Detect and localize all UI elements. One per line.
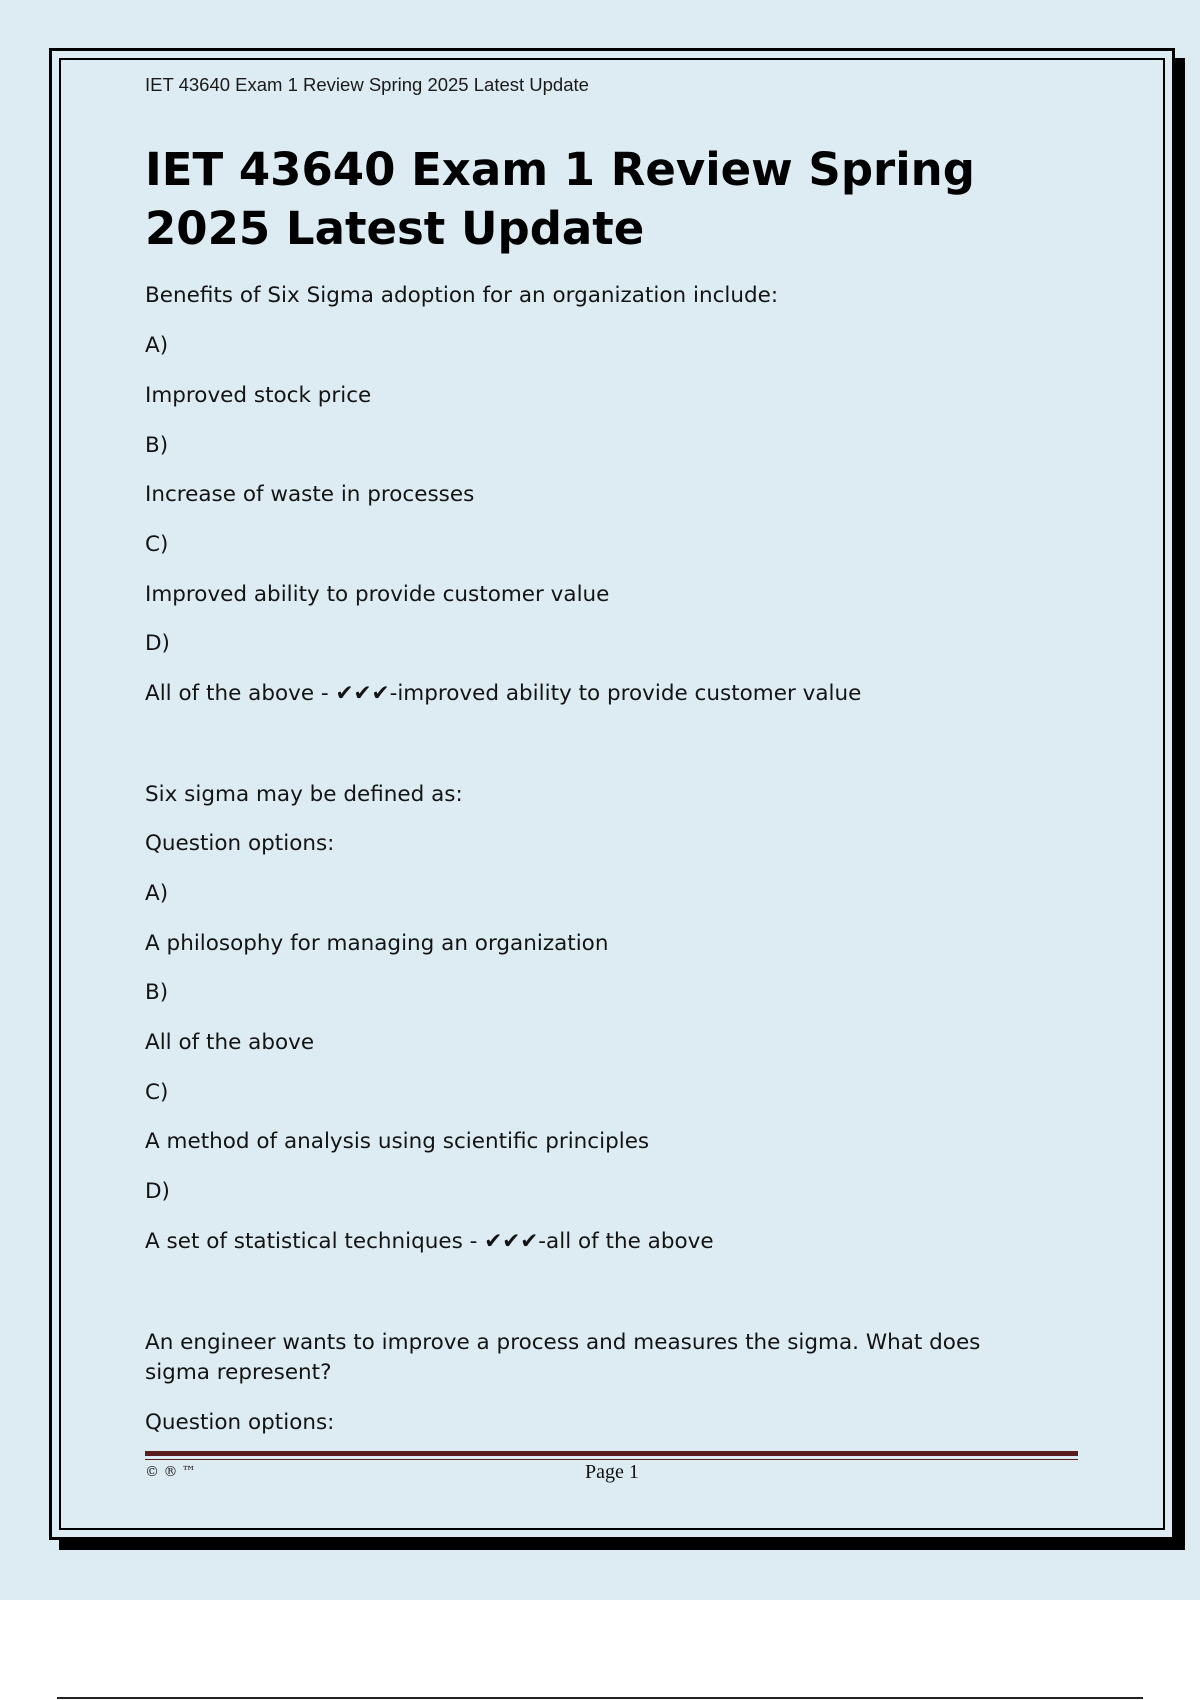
question-1-prompt: Benefits of Six Sigma adoption for an organization include: xyxy=(145,283,779,308)
footer-rule-thin xyxy=(145,1459,1078,1460)
question-3-options-label: Question options: xyxy=(145,1410,335,1435)
question-1-option-d-letter: D) xyxy=(145,631,170,656)
question-2-option-d-answer: A set of statistical techniques - ✔✔✔-all of the above xyxy=(145,1229,714,1254)
footer-rule xyxy=(145,1451,1078,1456)
question-3-prompt: An engineer wants to improve a process and measures the sigma. What does sigma represent? xyxy=(145,1330,981,1385)
question-2-option-d-letter: D) xyxy=(145,1179,170,1204)
question-1-option-b-text: Increase of waste in processes xyxy=(145,482,475,507)
question-2-option-a-letter: A) xyxy=(145,881,169,906)
question-2-option-b-letter: B) xyxy=(145,980,169,1005)
question-1-option-d-answer: All of the above - ✔✔✔-improved ability to provide customer value xyxy=(145,681,862,706)
question-2-options-label: Question options: xyxy=(145,831,335,856)
footer-trademark-symbols: © ® ™ xyxy=(145,1464,196,1480)
question-1-option-a-letter: A) xyxy=(145,333,169,358)
question-2-prompt: Six sigma may be defined as: xyxy=(145,782,463,807)
question-1-option-a-text: Improved stock price xyxy=(145,383,372,408)
question-1-option-c-text: Improved ability to provide customer value xyxy=(145,582,610,607)
footer-page-number: Page 1 xyxy=(585,1461,639,1483)
question-2-option-c-text: A method of analysis using scientific principles xyxy=(145,1129,650,1154)
running-header: IET 43640 Exam 1 Review Spring 2025 Latest Update xyxy=(145,74,589,95)
document-title: IET 43640 Exam 1 Review Spring 2025 Latest Update xyxy=(145,143,975,255)
question-1-option-c-letter: C) xyxy=(145,532,169,557)
question-2-option-c-letter: C) xyxy=(145,1080,169,1105)
question-2-option-a-text: A philosophy for managing an organization xyxy=(145,931,609,956)
question-2-option-b-text: All of the above xyxy=(145,1030,315,1055)
next-page-top-rule xyxy=(57,1697,1143,1699)
question-1-option-b-letter: B) xyxy=(145,433,169,458)
